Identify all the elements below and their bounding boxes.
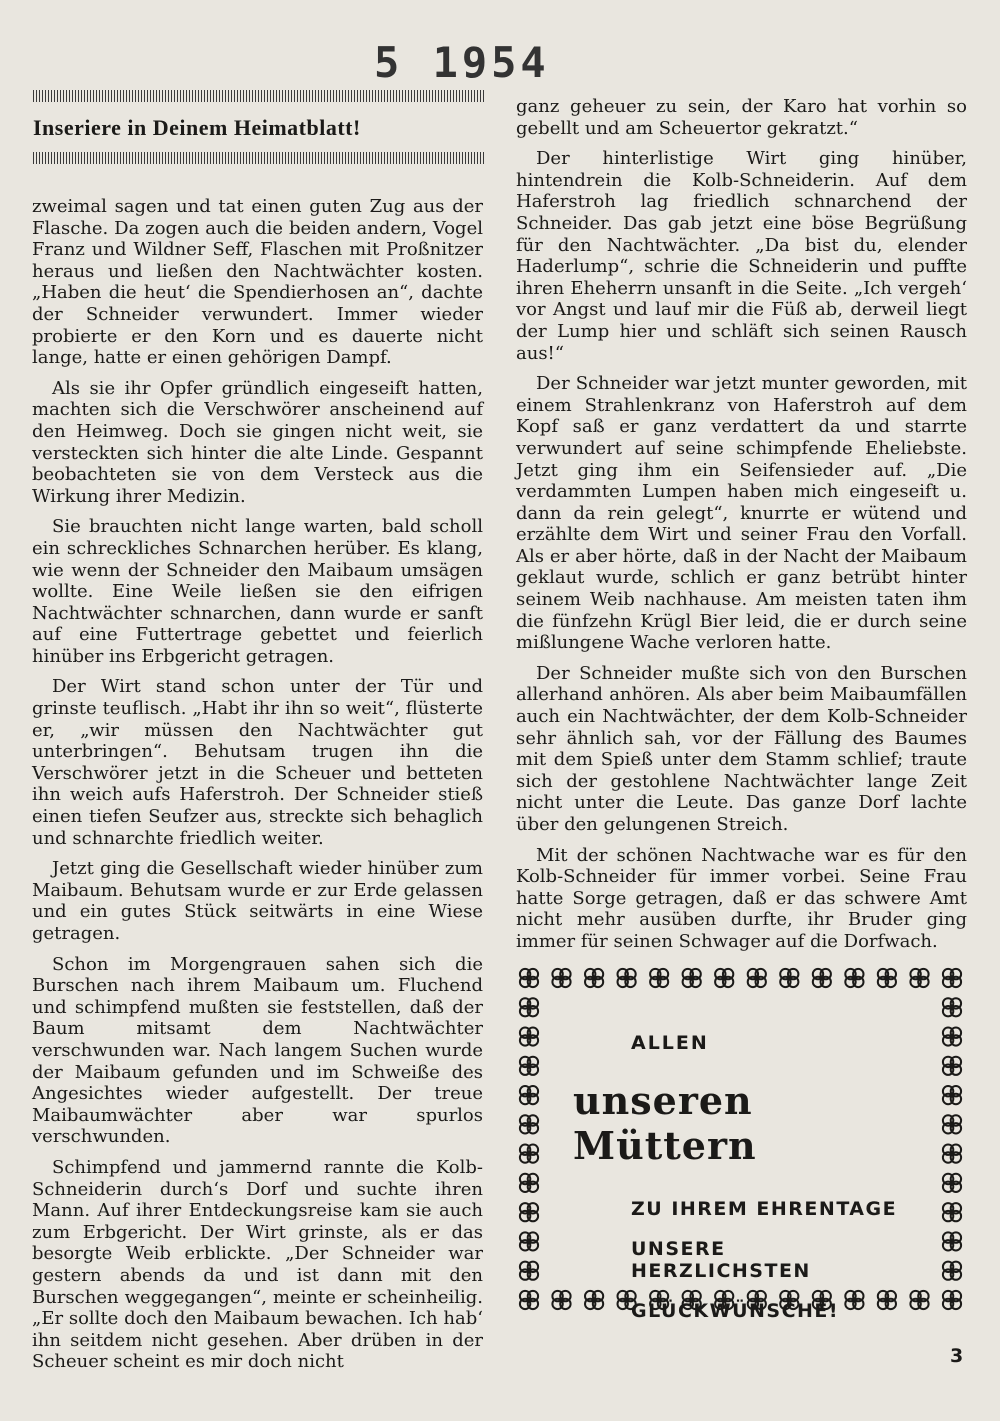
flower-ornament-icon [520, 998, 538, 1016]
flower-ornament-icon [943, 1232, 961, 1250]
mothers-day-advertisement [513, 962, 968, 1322]
flower-ornament-icon [520, 1262, 538, 1280]
ad-line-muettern: unseren Müttern [573, 1078, 757, 1168]
flower-ornament-icon [520, 1145, 538, 1163]
paragraph: Mit der schönen Nachtwache war es für den Kolb-Schneider für immer vorbei. Seine Frau hatte Sorge getragen, daß er das schwere Amt nicht mehr ausüben durfte, ihr Bruder ging immer für seinen Schwager auf die Dorfwach. [516, 844, 967, 952]
flower-ornament-icon [650, 969, 668, 987]
flower-ornament-icon [552, 969, 570, 987]
flower-ornament-icon [943, 1086, 961, 1104]
flower-ornament-icon [943, 1145, 961, 1163]
flower-ornament-icon [878, 969, 896, 987]
flower-ornament-icon [520, 1174, 538, 1192]
flower-ornament-icon [552, 1291, 570, 1309]
flower-ornament-icon [780, 969, 798, 987]
flower-ornament-icon [943, 1203, 961, 1221]
ad-text-block [573, 1032, 913, 1322]
flower-ornament-icon [943, 1115, 961, 1133]
flower-ornament-icon [943, 1262, 961, 1280]
left-column [32, 196, 483, 1382]
paragraph: Der Schneider war jetzt munter geworden, mit einem Strahlenkranz von Haferstroh auf dem Kopf saß er ganz verdattert da und starrte verwundert auf seine schimpfende Eheliebste. Jetzt ging ihm ein Seifensieder auf. „Die verdammten Lumpen haben mich eingeseift u. dann da rein gelegt“, knurrte er wütend und erzählte dem Wirt und seiner Frau den Vorfall. Als er aber hörte, daß in der Nacht der Maibaum geklaut wurde, schlich er ganz betrübt hinter seinem Weib nachhause. Am meisten taten ihm die fünfzehn Krügl Bier leid, die er durch seine mißlungene Wache verloren hatte. [516, 373, 967, 654]
paragraph: Jetzt ging die Gesellschaft wieder hinüber zum Maibaum. Behutsam wurde er zur Erde gelassen und ein gutes Stück seitwärts in eine Wiese getragen. [32, 858, 483, 944]
paragraph: ganz geheuer zu sein, der Karo hat vorhin so gebellt und am Scheuertor gekratzt.“ [516, 96, 967, 139]
flower-ornament-icon [585, 969, 603, 987]
ad-line-ehrentage: ZU IHREM EHRENTAGE [631, 1198, 898, 1220]
flower-ornament-icon [520, 1232, 538, 1250]
ad-line-allen: ALLEN [631, 1032, 709, 1054]
flower-ornament-icon [520, 969, 538, 987]
flower-ornament-icon [910, 1291, 928, 1309]
flower-ornament-icon [813, 969, 831, 987]
paragraph: zweimal sagen und tat einen guten Zug aus der Flasche. Da zogen auch die beiden andern, Vogel Franz und Wildner Seff, Flaschen mit Proßnitzer heraus und ließen den Nachtwächter kosten. „Haben die heut‘ die Spendierhosen an“, dachte der Schneider verwundert. Immer wieder probierte er den Korn und es dauerte nicht lange, hatte er einen gehörigen Dampf. [32, 196, 483, 369]
flower-ornament-icon [943, 1057, 961, 1075]
flower-ornament-icon [943, 969, 961, 987]
paragraph: Schon im Morgengrauen sahen sich die Burschen nach ihrem Maibaum um. Fluchend und schimpfend mußten sie feststellen, daß der Baum mitsamt dem Nachtwächter verschwunden war. Nach langem Suchen wurde der Maibaum gefunden und im Schweiße des Angesichtes wieder aufgestellt. Der treue Maibaumwächter aber war spurlos verschwunden. [32, 953, 483, 1148]
page-number: 3 [950, 1345, 964, 1367]
paragraph: Der Wirt stand schon unter der Tür und grinste teuflisch. „Habt ihr ihn so weit“, flüsterte er, „wir müssen den Nachtwächter gut unterbringen“. Behutsam trugen ihn die Verschwörer jetzt in die Scheuer und betteten ihn weich aufs Haferstroh. Der Schneider stieß einen tiefen Seufzer aus, streckte sich behaglich und schnarchte friedlich weiter. [32, 676, 483, 849]
flower-ornament-icon [845, 969, 863, 987]
flower-ornament-icon [520, 1291, 538, 1309]
flower-ornament-icon [520, 1203, 538, 1221]
flower-ornament-icon [910, 969, 928, 987]
slogan-heading: Inseriere in Deinem Heimatblatt! [33, 115, 361, 140]
flower-ornament-icon [683, 969, 701, 987]
flower-ornament-icon [520, 1028, 538, 1046]
flower-ornament-icon [943, 1291, 961, 1309]
paragraph: Der Schneider mußte sich von den Burschen allerhand anhören. Als aber beim Maibaumfällen auch ein Nachtwächter, der dem Kolb-Schneider sehr ähnlich sah, vor der Fällung des Baumes mit dem Spieß unter dem Stamm schlief; traute sich der gestohlene Nachtwächter lange Zeit nicht unter die Leute. Das ganze Dorf lachte über den gelungenen Streich. [516, 662, 967, 835]
bottom-rule [33, 152, 485, 164]
paragraph: Der hinterlistige Wirt ging hinüber, hintendrein die Kolb-Schneiderin. Auf dem Haferstroh lag friedlich schnarchend der Schneider. Das gab jetzt eine böse Begrüßung für den Nachtwächter. „Da bist du, elender Haderlump“, schrie die Schneiderin und puffte ihren Eheherrn unsanft in die Seite. „Ich vergeh‘ vor Angst und lauf mir die Füß ab, derweil liegt der Lump hier und schläft sich seinen Rausch aus!“ [516, 148, 967, 364]
flower-ornament-icon [943, 1174, 961, 1192]
flower-ornament-icon [618, 969, 636, 987]
flower-ornament-icon [943, 1028, 961, 1046]
ad-line-glueckwuensche: GLÜCKWÜNSCHE! [631, 1300, 840, 1322]
issue-stamp: 5 1954 [374, 38, 550, 87]
flower-ornament-icon [520, 1057, 538, 1075]
ad-line-herzlichsten: UNSERE HERZLICHSTEN [631, 1238, 811, 1282]
right-column [516, 96, 967, 962]
flower-ornament-icon [520, 1115, 538, 1133]
flower-ornament-icon [715, 969, 733, 987]
paragraph: Als sie ihr Opfer gründlich eingeseift hatten, machten sich die Verschwörer anscheinend auf den Heimweg. Doch sie gingen nicht weit, sie versteckten sich hinter die alte Linde. Gespannt beobachteten sie von dem Versteck aus die Wirkung ihrer Medizin. [32, 377, 483, 507]
flower-ornament-icon [943, 998, 961, 1016]
top-rule [33, 90, 485, 102]
flower-ornament-icon [520, 1086, 538, 1104]
paragraph: Schimpfend und jammernd rannte die Kolb-Schneiderin durch‘s Dorf und suchte ihren Mann. Auf ihrer Entdeckungsreise kam sie auch zum Erbgericht. Der Wirt grinste, als er das besorgte Weib erblickte. „Der Schneider war gestern abends da und ist dann mit den Burschen weggegangen“, meinte er scheinheilig. „Er sollte doch den Maibaum bewachen. Ich hab‘ ihn seitdem nicht gesehen. Aber drüben in der Scheuer scheint es mir doch nicht [32, 1156, 483, 1373]
flower-ornament-icon [748, 969, 766, 987]
paragraph: Sie brauchten nicht lange warten, bald scholl ein schreckliches Schnarchen herüber. Es klang, wie wenn der Schneider den Maibaum umsägen wollte. Eine Weile ließen sie den eifrigen Nachtwächter schnarchen, dann wurde er sanft auf eine Futtertrage gebettet und feierlich hinüber ins Erbgericht getragen. [32, 516, 483, 667]
